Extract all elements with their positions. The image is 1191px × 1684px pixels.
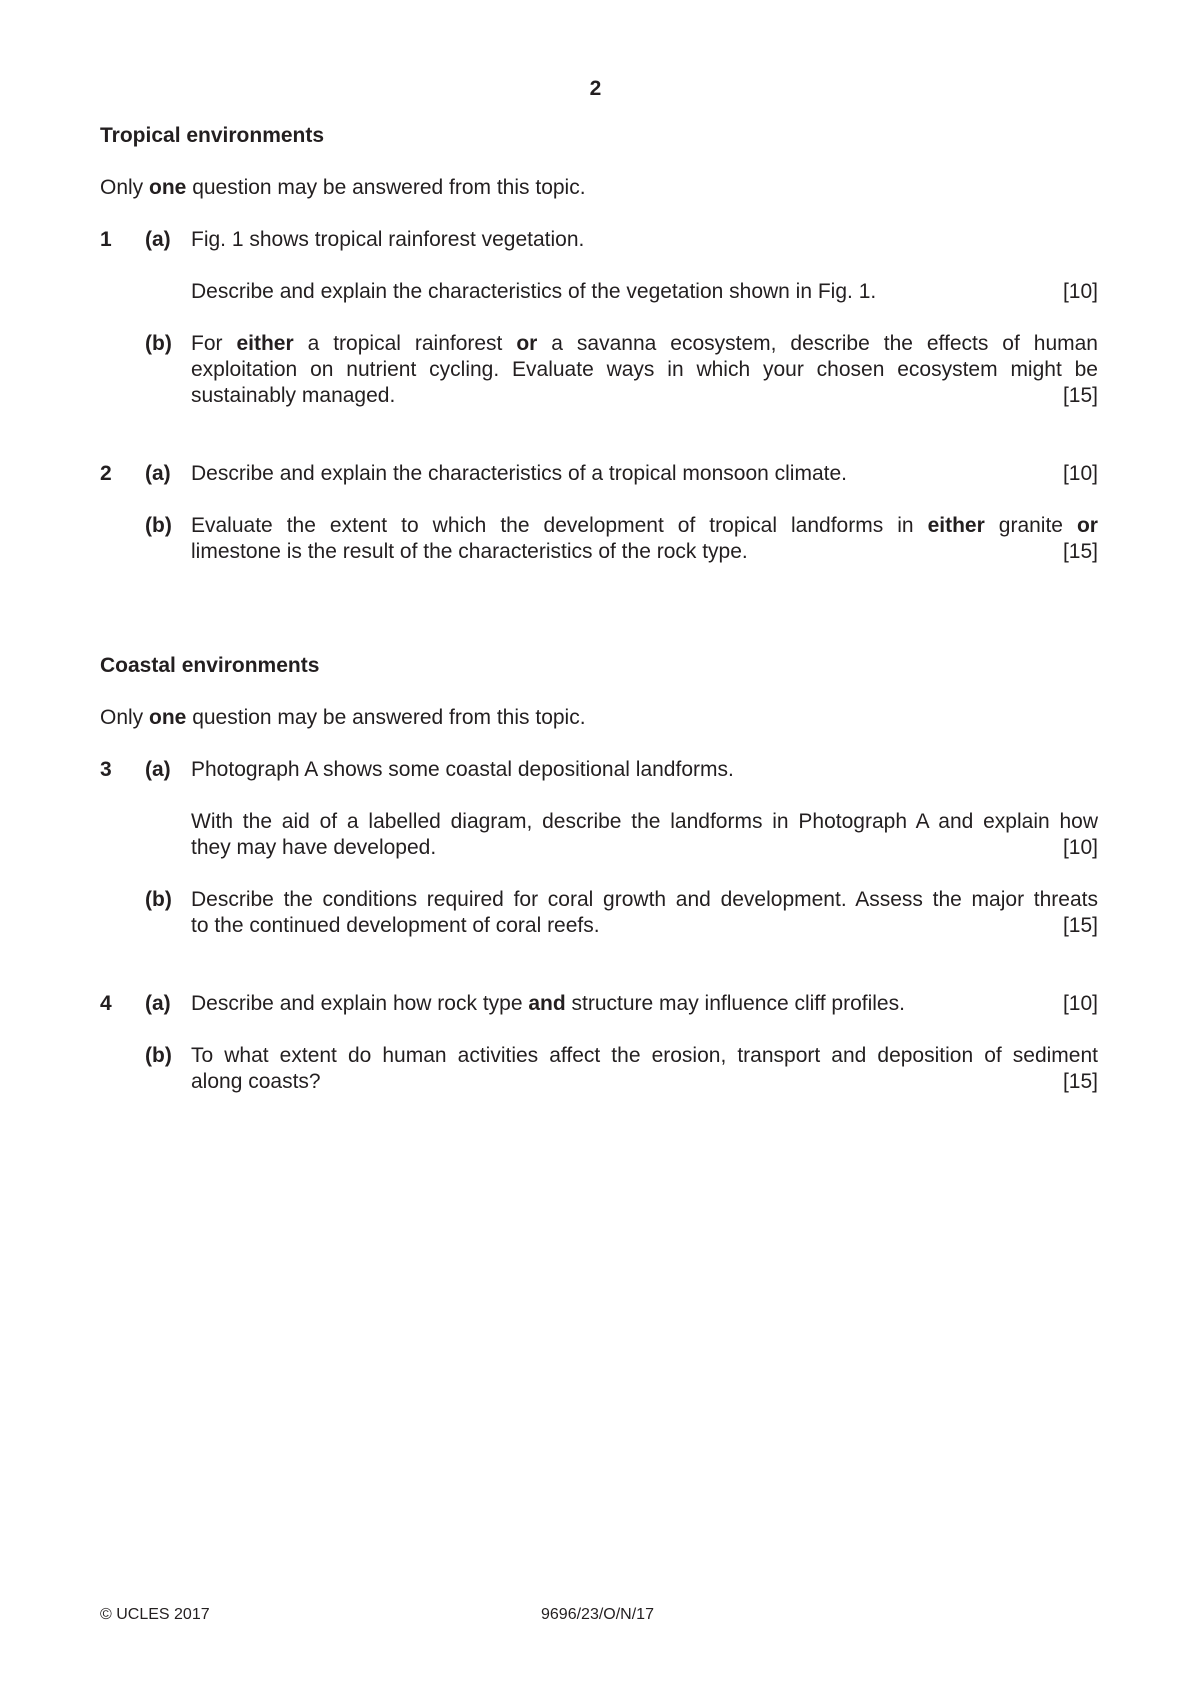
q2b-line-1 <box>191 513 1098 539</box>
q1b-line-1 <box>191 331 1098 357</box>
q4b-line-2-text: along coasts? <box>191 1070 321 1093</box>
q1b-line-2: exploitation on nutrient cycling. Evaluate ways in which your chosen ecosystem might be <box>191 358 1098 381</box>
q3b-line-1: Describe the conditions required for coral growth and development. Assess the major threats <box>191 888 1098 911</box>
q4b-line-2 <box>191 1069 1098 1095</box>
q3b-line-2-text: to the continued development of coral reefs. <box>191 914 600 937</box>
q2b-t1: Evaluate the extent to which the development of tropical landforms in <box>191 514 928 537</box>
q1a-intro: Fig. 1 shows tropical rainforest vegetation. <box>191 228 585 251</box>
q3a-intro: Photograph A shows some coastal depositional landforms. <box>191 758 734 781</box>
q1b-marks: [15] <box>1062 384 1098 407</box>
q3b-line-2 <box>191 913 1098 939</box>
q3a-line-1: With the aid of a labelled diagram, describe the landforms in Photograph A and explain how <box>191 810 1098 833</box>
q1-part-b-label: (b) <box>145 332 172 355</box>
section-heading-coastal: Coastal environments <box>100 654 320 677</box>
page-number: 2 <box>589 77 602 100</box>
q4-part-b-label: (b) <box>145 1044 172 1067</box>
q2-part-a-label: (a) <box>145 462 171 485</box>
question-number-2: 2 <box>100 462 112 485</box>
q2-part-b-label: (b) <box>145 514 172 537</box>
q1a-text: Describe and explain the characteristics of the vegetation shown in Fig. 1. <box>191 280 877 303</box>
q1b-line-3 <box>191 383 1098 409</box>
q2b-t2: granite <box>984 514 1077 537</box>
q1a-question <box>191 279 1098 305</box>
instruction-pre: Only <box>100 176 150 199</box>
q2b-marks: [15] <box>1062 540 1098 563</box>
q2b-line-2 <box>191 539 1098 565</box>
q1-part-a-label: (a) <box>145 228 171 251</box>
q3-part-a-label: (a) <box>145 758 171 781</box>
q3a-line-2 <box>191 835 1098 861</box>
question-number-3: 3 <box>100 758 112 781</box>
q3a-line-2-text: they may have developed. <box>191 836 437 859</box>
q1b-line-3-text: sustainably managed. <box>191 384 396 407</box>
q4a-question <box>191 991 1098 1017</box>
q3-part-b-label: (b) <box>145 888 172 911</box>
q2a-text: Describe and explain the characteristics of a tropical monsoon climate. <box>191 462 847 485</box>
q4a-text <box>191 991 905 1017</box>
q4a-marks: [10] <box>1062 992 1098 1015</box>
q4a-t1: Describe and explain how rock type <box>191 992 529 1015</box>
q1b-b2: or <box>516 332 538 355</box>
instruction-bold: one <box>149 706 187 729</box>
q4b-marks: [15] <box>1062 1070 1098 1093</box>
section-heading-tropical: Tropical environments <box>100 124 325 147</box>
q4a-t2: structure may influence cliff profiles. <box>565 992 905 1015</box>
section-instruction-tropical <box>100 175 586 201</box>
q2b-line-2-text: limestone is the result of the characteristics of the rock type. <box>191 540 748 563</box>
q2b-b1: either <box>927 514 985 537</box>
q3a-marks: [10] <box>1062 836 1098 859</box>
q4a-b1: and <box>528 992 566 1015</box>
instruction-pre: Only <box>100 706 150 729</box>
q1b-t1: For <box>191 332 237 355</box>
footer-copyright: © UCLES 2017 <box>100 1606 210 1623</box>
question-number-1: 1 <box>100 228 112 251</box>
instruction-bold: one <box>149 176 187 199</box>
question-number-4: 4 <box>100 992 112 1015</box>
q4b-line-1: To what extent do human activities affect the erosion, transport and deposition of sediment <box>191 1044 1098 1067</box>
q1b-t2: a tropical rainforest <box>293 332 517 355</box>
q4-part-a-label: (a) <box>145 992 171 1015</box>
q1b-b1: either <box>236 332 294 355</box>
footer-paper-code: 9696/23/O/N/17 <box>541 1606 654 1623</box>
q2b-b2: or <box>1076 514 1098 537</box>
q1b-t3: a savanna ecosystem, describe the effects of human <box>537 332 1098 355</box>
q1a-marks: [10] <box>1062 280 1098 303</box>
q3b-marks: [15] <box>1062 914 1098 937</box>
instruction-post: question may be answered from this topic. <box>186 176 586 199</box>
q2a-question <box>191 461 1098 487</box>
section-instruction-coastal <box>100 705 586 731</box>
q2a-marks: [10] <box>1062 462 1098 485</box>
instruction-post: question may be answered from this topic. <box>186 706 586 729</box>
